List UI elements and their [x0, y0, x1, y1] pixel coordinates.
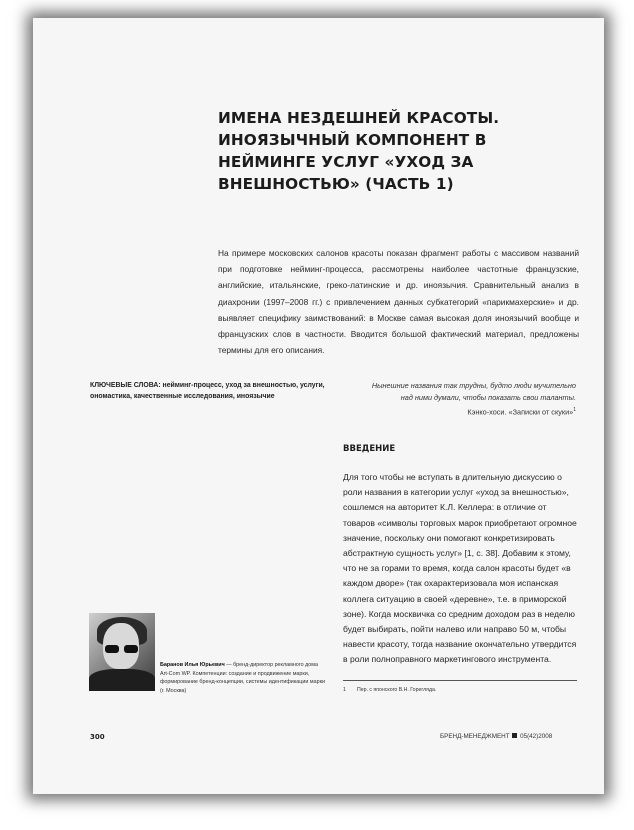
section-heading: ВВЕДЕНИЕ: [343, 444, 396, 454]
footnote-text: Пер. с японского В.Н. Горегляда.: [357, 687, 437, 693]
journal-name: БРЕНД-МЕНЕДЖМЕНТ: [440, 733, 510, 740]
keywords-block: [90, 380, 330, 402]
page-number: 300: [90, 733, 105, 741]
photo-shoulders: [89, 669, 155, 691]
epigraph-source: [330, 404, 576, 418]
intro-paragraph: Для того чтобы не вступать в длительную дискуссию о роли названия в категории услуг «уход за внешностью», сошлемся на авторитет К.Л. Келлера: в отличие от товаров «символы торговых марок приобретают огромное значение, поскольку они помогают конкретизировать абстрактную сущность услуг» [1, с. 38]. Добавим к этому, что не за горами то время, когда салон красоты будет «в каждом дворе» (так охарактеризовала моя испанская коллега ситуацию в своей «деревне», т.е. в приморской зоне). Когда москвичка со средним доходом раз в неделю будет выбирать, пойти налево или направо 50 м, чтобы навести красоту, тогда название окончательно утвердится в роли полноправного маркетингового инструмента.: [343, 472, 577, 665]
separator-square-icon: [512, 733, 517, 738]
journal-footer: [440, 733, 552, 740]
photo-glasses: [105, 645, 139, 653]
epigraph: [330, 380, 576, 418]
article-title: ИМЕНА НЕЗДЕШНЕЙ КРАСОТЫ. ИНОЯЗЫЧНЫЙ КОМПОНЕНТ В НЕЙМИНГЕ УСЛУГ «УХОД ЗА ВНЕШНОСТЬЮ» (ЧАСТЬ 1): [218, 109, 500, 193]
epigraph-footnote-ref: 1: [573, 407, 576, 413]
footnote-divider: [343, 680, 577, 681]
epigraph-source-text: Кэнко-хоси. «Записки от скуки»: [467, 407, 574, 417]
author-name: Баранов Илья Юрьевич: [160, 662, 225, 668]
article-abstract: На примере московских салонов красоты показан фрагмент работы с массивом названий при подготовке нейминг-процесса, рассмотрены наиболее частотные французские, английские, итальянские, греко-латинские и др. иноязычия. Сравнительный анализ в диахронии (1997–2008 гг.) с привлечением данных субкатегорий «парикмахерские» и др. выявляет специфику заимствований: в Москве самая высокая доля иноязычий вообще и французских слов в частности. Вводится большой фактический материал, предложены термины для его описания.: [218, 248, 579, 356]
keywords-text: нейминг-процесс, уход за внешностью, услуги, ономастика, качественные исследования, иноязычие: [90, 382, 325, 400]
epigraph-line-1: Нынешние названия так трудны, будто люди мучительно: [371, 381, 576, 390]
author-photo: [89, 613, 155, 691]
author-bio: [160, 661, 325, 695]
footnote: [343, 686, 577, 694]
journal-issue: 05(42)2008: [520, 733, 553, 740]
author-description: — бренд-директор рекламного дома Art-Com WP. Компетенции: создание и продвижение марки, формирование бренд-концепции, системы идентификации марки (г. Москва): [160, 662, 325, 694]
footnote-number: 1: [343, 687, 346, 693]
keywords-label: КЛЮЧЕВЫЕ СЛОВА:: [90, 382, 161, 389]
epigraph-line-2: над ними думали, чтобы показать свои таланты.: [400, 393, 576, 402]
